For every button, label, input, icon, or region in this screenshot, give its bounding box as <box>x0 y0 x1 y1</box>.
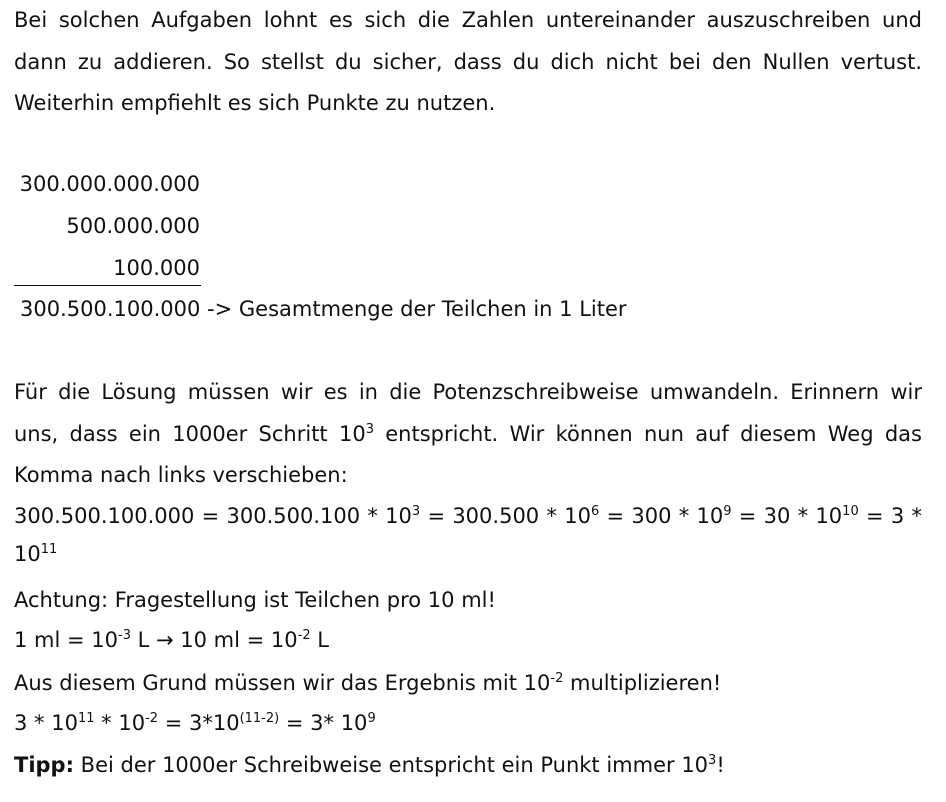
calculation-line: $3 * 10^{11} * 10^{-2} = 3*10^{(11-2)} = 3*$ $10^9$ <box>14 711 376 735</box>
addition-row-1: 300.000.000.000 <box>19 172 200 196</box>
attention-line: Achtung: Fragestellung ist Teilchen pro 10 ml! <box>14 588 496 612</box>
addition-result: 300.500.100.000 -> Gesamtmenge der Teilchen in 1 Liter <box>20 297 627 321</box>
addition-row-2: 500.000.000 <box>66 214 200 238</box>
equation-line-1: $300.500.100.000 = 300.500.100 * 10^3 = 300.500 * 10^6 = 300 * 10^9 = 30 * 10^{10} = 3$ * <box>14 504 923 528</box>
conversion-paragraph <box>14 372 922 497</box>
intro-paragraph <box>14 0 922 125</box>
unit-conversion-line: 1 ml = $10^{-3}$ L → 10 ml = $10^{-2}$ L <box>14 628 329 652</box>
intro-line-3: Weiterhin empfiehlt es sich Punkte zu nutzen. <box>14 91 496 115</box>
addition-row-3: 100.000 <box>113 256 200 280</box>
intro-line-2: dann zu addieren. So stellst du sicher, dass du dich nicht bei den Nullen vertust. <box>14 49 922 74</box>
tip-label: Tipp: <box>14 753 74 777</box>
equation-block <box>14 496 922 538</box>
intro-line-1: Bei solchen Aufgaben lohnt es sich die Zahlen untereinander auszuschreiben und <box>14 8 922 32</box>
equation-line-2: $10^{11}$ <box>14 542 58 566</box>
addition-underline <box>14 285 201 286</box>
conversion-line-1: Für die Lösung müssen wir es in die Potenzschreibweise umwandeln. Erinnern wir <box>14 380 922 404</box>
conversion-line-2: uns, dass ein 1000er Schritt $10^3$ entspricht. Wir können nun auf diesem Weg das <box>14 421 922 446</box>
multiply-line: Aus diesem Grund müssen wir das Ergebnis mit $10^{-2}$ multiplizieren! <box>14 671 722 695</box>
conversion-line-3: Komma nach links verschieben: <box>14 463 348 487</box>
tip-line: Tipp: Bei der 1000er Schreibweise entspricht ein Punkt immer $10^3$! <box>14 753 725 777</box>
